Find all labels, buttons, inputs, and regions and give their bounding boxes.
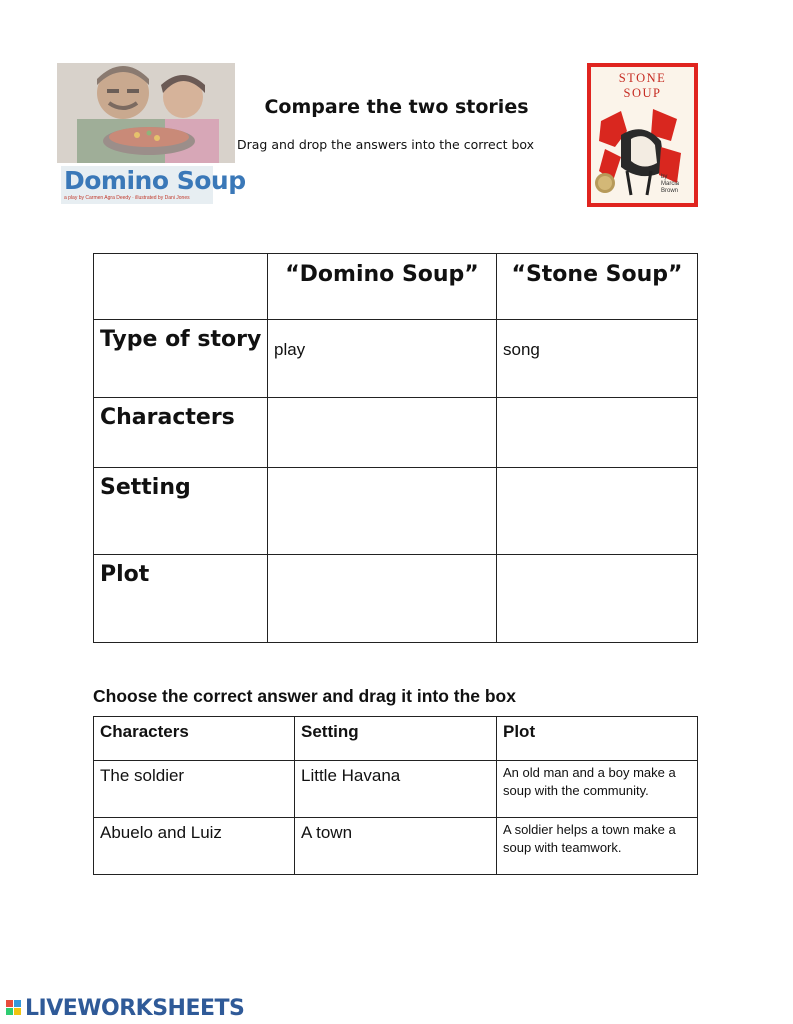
liveworksheets-logo-icon xyxy=(6,1000,22,1016)
row-label-characters: Characters xyxy=(94,398,268,468)
answer-row xyxy=(94,818,698,875)
drop-box-domino-characters[interactable] xyxy=(268,398,497,468)
drop-box-domino-setting[interactable] xyxy=(268,468,497,555)
liveworksheets-brand: LIVEWORKSHEETS xyxy=(25,996,245,1021)
stone-cover-title-2: SOUP xyxy=(623,86,662,100)
draggable-answer-plot-soldier[interactable]: A soldier helps a town make a soup with teamwork. xyxy=(497,818,698,875)
answer-row xyxy=(94,761,698,818)
draggable-answer-abuelo-and-luiz[interactable]: Abuelo and Luiz xyxy=(94,818,295,875)
stone-cover-by: by xyxy=(661,174,668,180)
compare-corner-cell xyxy=(94,254,268,320)
stone-cover-author-first: Marcia xyxy=(661,181,680,187)
stone-cover-author-last: Brown xyxy=(661,188,679,194)
drop-box-stone-characters[interactable] xyxy=(497,398,698,468)
answer-header-row xyxy=(94,717,698,761)
answer-header-setting: Setting xyxy=(295,717,497,761)
answer-header-characters: Characters xyxy=(94,717,295,761)
drop-box-stone-setting[interactable] xyxy=(497,468,698,555)
domino-soup-logo xyxy=(61,166,246,204)
draggable-answer-the-soldier[interactable]: The soldier xyxy=(94,761,295,818)
answer-header-plot: Plot xyxy=(497,717,698,761)
drop-box-stone-type[interactable]: song xyxy=(497,320,698,398)
compare-table xyxy=(93,253,698,643)
drop-box-domino-type[interactable]: play xyxy=(268,320,497,398)
column-header-domino: “Domino Soup” xyxy=(268,254,497,320)
compare-row-plot xyxy=(94,555,698,643)
stone-cover-title-1: STONE xyxy=(618,71,667,85)
domino-logo-title: Domino Soup xyxy=(64,166,246,195)
page-title-text: Compare the two stories xyxy=(264,96,529,118)
stone-cover-inner xyxy=(591,67,694,203)
stone-soup-cover-image xyxy=(587,63,698,207)
answer-bank-table xyxy=(93,716,698,875)
row-label-plot: Plot xyxy=(94,555,268,643)
answer-bank-heading: Choose the correct answer and drag it into the box xyxy=(93,686,516,706)
row-label-setting: Setting xyxy=(94,468,268,555)
domino-logo-credit: a play by Carmen Agra Deedy · illustrated by Dani Jones xyxy=(64,195,190,201)
draggable-answer-plot-old-man[interactable]: An old man and a boy make a soup with the community. xyxy=(497,761,698,818)
compare-row-setting xyxy=(94,468,698,555)
draggable-answer-little-havana[interactable]: Little Havana xyxy=(295,761,497,818)
drop-box-stone-plot[interactable] xyxy=(497,555,698,643)
draggable-answer-a-town[interactable]: A town xyxy=(295,818,497,875)
drop-box-domino-plot[interactable] xyxy=(268,555,497,643)
compare-row-characters xyxy=(94,398,698,468)
compare-row-type xyxy=(94,320,698,398)
column-header-stone: “Stone Soup” xyxy=(497,254,698,320)
compare-header-row xyxy=(94,254,698,320)
instructions: Drag and drop the answers into the correct box xyxy=(237,137,535,152)
stone-cover-author xyxy=(661,174,679,195)
row-label-type-of-story: Type of story xyxy=(94,320,268,398)
